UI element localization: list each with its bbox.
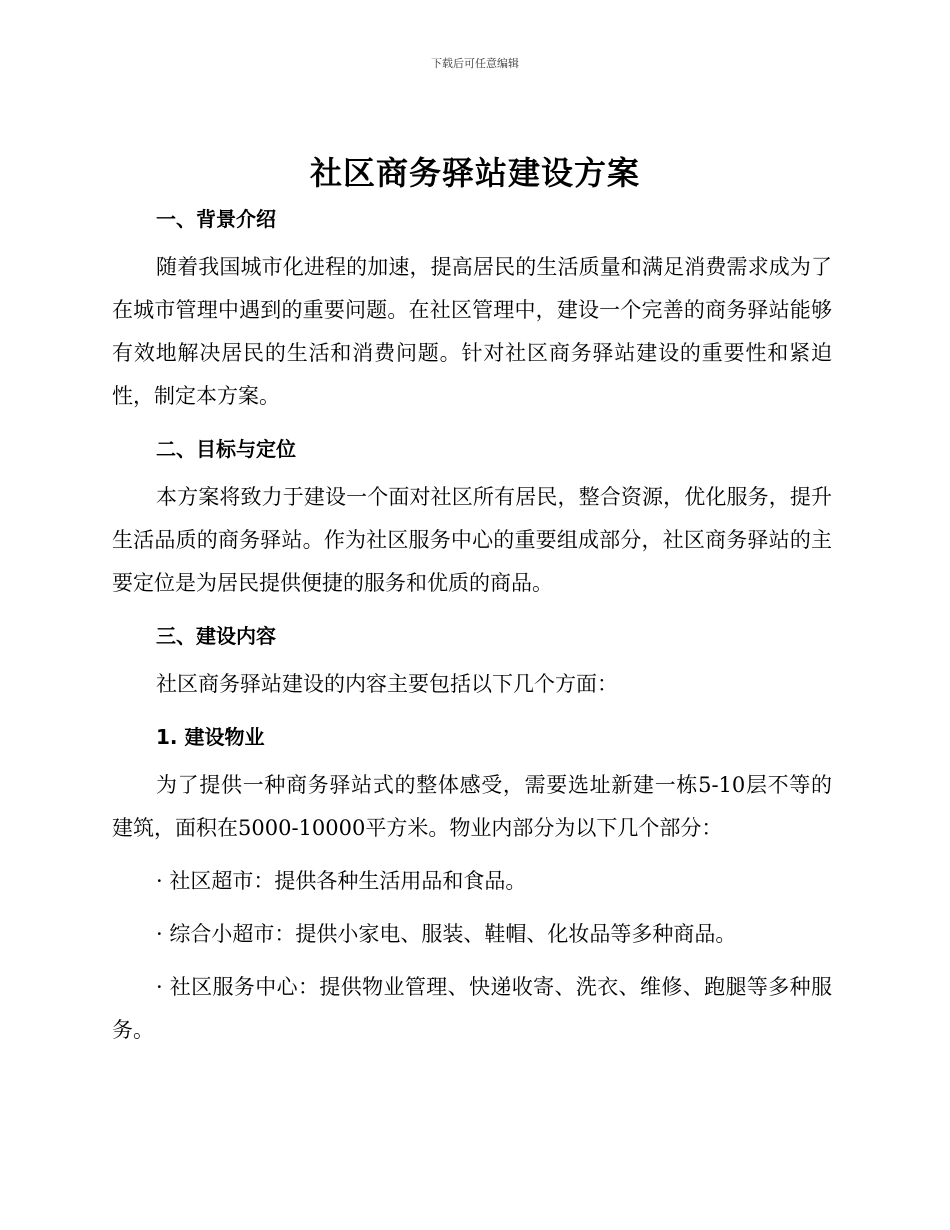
- header-note: 下载后可任意编辑: [431, 57, 519, 70]
- paragraph-property: 为了提供一种商务驿站式的整体感受，需要选址新建一栋5-10层不等的建筑，面积在5000-10000平方米。物业内部分为以下几个部分：: [112, 773, 832, 840]
- document-body: [112, 202, 832, 1052]
- list-item-general-store: · 综合小超市：提供小家电、服装、鞋帽、化妆品等多种商品。: [156, 922, 737, 946]
- list-item-service-center: · 社区服务中心：提供物业管理、快递收寄、洗衣、维修、跑腿等多种服务。: [112, 975, 832, 1042]
- document-title: 社区商务驿站建设方案: [309, 154, 640, 192]
- subsection-heading-property: 1. 建设物业: [156, 725, 265, 749]
- paragraph-background: 随着我国城市化进程的加速，提高居民的生活质量和满足消费需求成为了在城市管理中遇到的重要问题。在社区管理中，建设一个完善的商务驿站能够有效地解决居民的生活和消费问题。针对社区商务驿站建设的重要性和紧迫性，制定本方案。: [112, 255, 832, 408]
- section-heading-background: 一、背景介绍: [156, 207, 276, 231]
- section-heading-goals: 二、目标与定位: [156, 437, 296, 461]
- paragraph-goals: 本方案将致力于建设一个面对社区所有居民，整合资源，优化服务，提升生活品质的商务驿站。作为社区服务中心的重要组成部分，社区商务驿站的主要定位是为居民提供便捷的服务和优质的商品。: [112, 485, 832, 595]
- section-heading-content: 三、建设内容: [156, 624, 276, 648]
- paragraph-content-intro: 社区商务驿站建设的内容主要包括以下几个方面：: [156, 672, 618, 696]
- list-item-community-supermarket: · 社区超市：提供各种生活用品和食品。: [156, 869, 527, 893]
